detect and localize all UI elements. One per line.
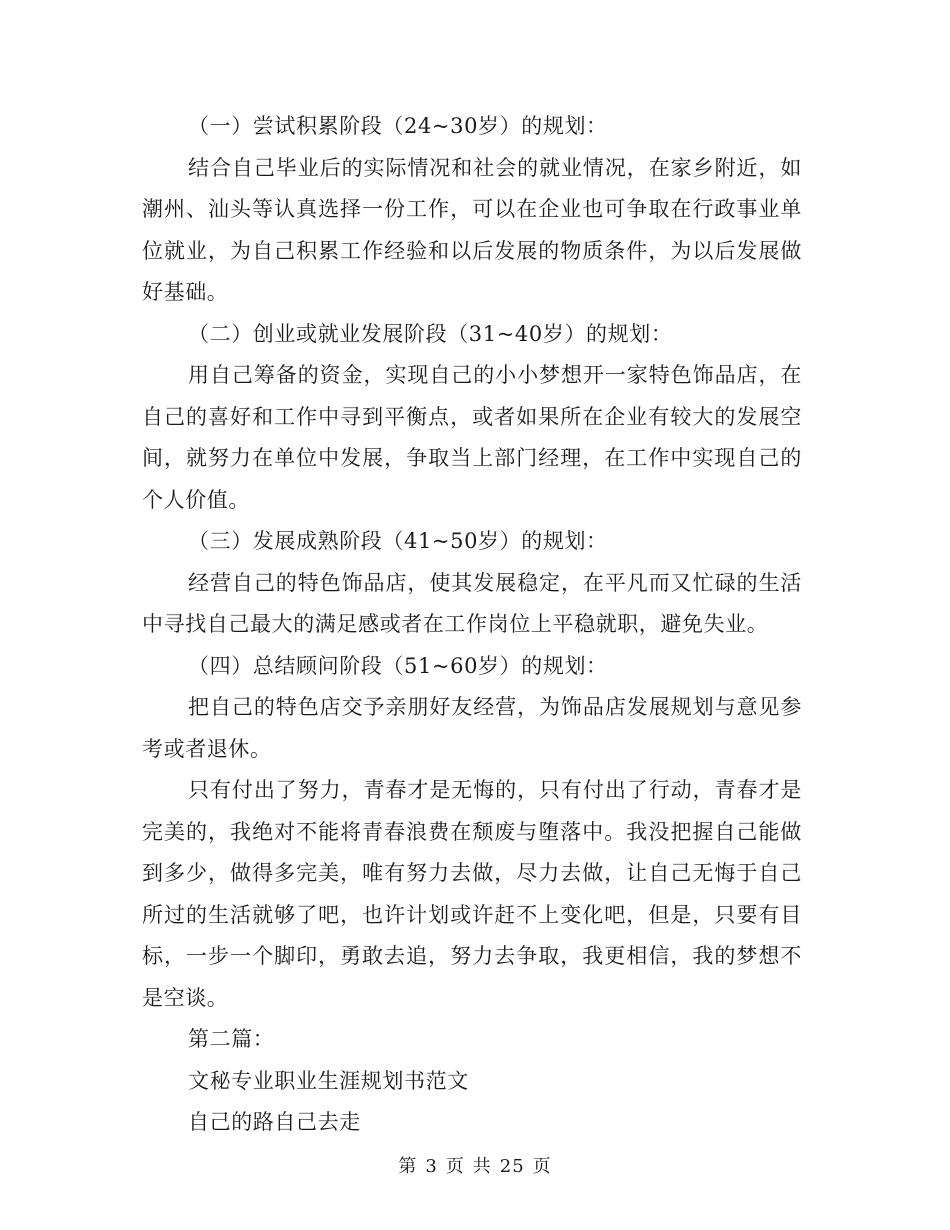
section-heading-1: （一）尝试积累阶段（24~30岁）的规划： (188, 114, 608, 138)
footer-suffix: 页 (532, 1156, 552, 1177)
paragraph-3: 经营自己的特色饰品店，使其发展稳定，在平凡而又忙碌的生活中寻找自己最大的满足感或者在工作岗位上平稳就职，避免失业。 (142, 570, 802, 636)
page-footer (0, 1152, 950, 1178)
paragraph-2: 用自己筹备的资金，实现自己的小小梦想开一家特色饰品店，在自己的喜好和工作中寻到平衡点，或者如果所在企业有较大的发展空间，就努力在单位中发展，争取当上部门经理，在工作中实现自己的个人价值。 (142, 363, 802, 512)
footer-page-word: 页 (445, 1156, 465, 1177)
article-subtitle: 自己的路自己去走 (188, 1110, 361, 1134)
paragraph-1: 结合自己毕业后的实际情况和社会的就业情况，在家乡附近，如潮州、汕头等认真选择一份工作，可以在企业也可争取在行政事业单位就业，为自己积累工作经验和以后发展的物质条件，为以后发展做好基础。 (142, 155, 802, 304)
footer-current-page: 3 (425, 1156, 438, 1177)
part-two-label: 第二篇： (188, 1027, 275, 1051)
paragraph-4: 把自己的特色店交予亲朋好友经营，为饰品店发展规划与意见参考或者退休。 (142, 695, 802, 761)
article-title: 文秘专业职业生涯规划书范文 (188, 1068, 469, 1093)
paragraph-conclusion: 只有付出了努力，青春才是无悔的，只有付出了行动，青春才是完美的，我绝对不能将青春浪费在颓废与堕落中。我没把握自己能做到多少，做得多完美，唯有努力去做，尽力去做，让自己无悔于自己所过的生活就够了吧，也许计划或许赶不上变化吧，但是，只要有目标，一步一个脚印，勇敢去追，努力去争取，我更相信，我的梦想不是空谈。 (142, 778, 802, 1010)
section-heading-2: （二）创业或就业发展阶段（31~40岁）的规划： (188, 321, 673, 346)
document-body (142, 106, 802, 1144)
footer-prefix: 第 (398, 1156, 418, 1177)
footer-total-word: 共 (472, 1156, 492, 1177)
footer-total-pages: 25 (499, 1156, 525, 1177)
section-heading-3: （三）发展成熟阶段（41~50岁）的规划： (188, 529, 608, 553)
section-heading-4: （四）总结顾问阶段（51~60岁）的规划： (188, 653, 608, 678)
